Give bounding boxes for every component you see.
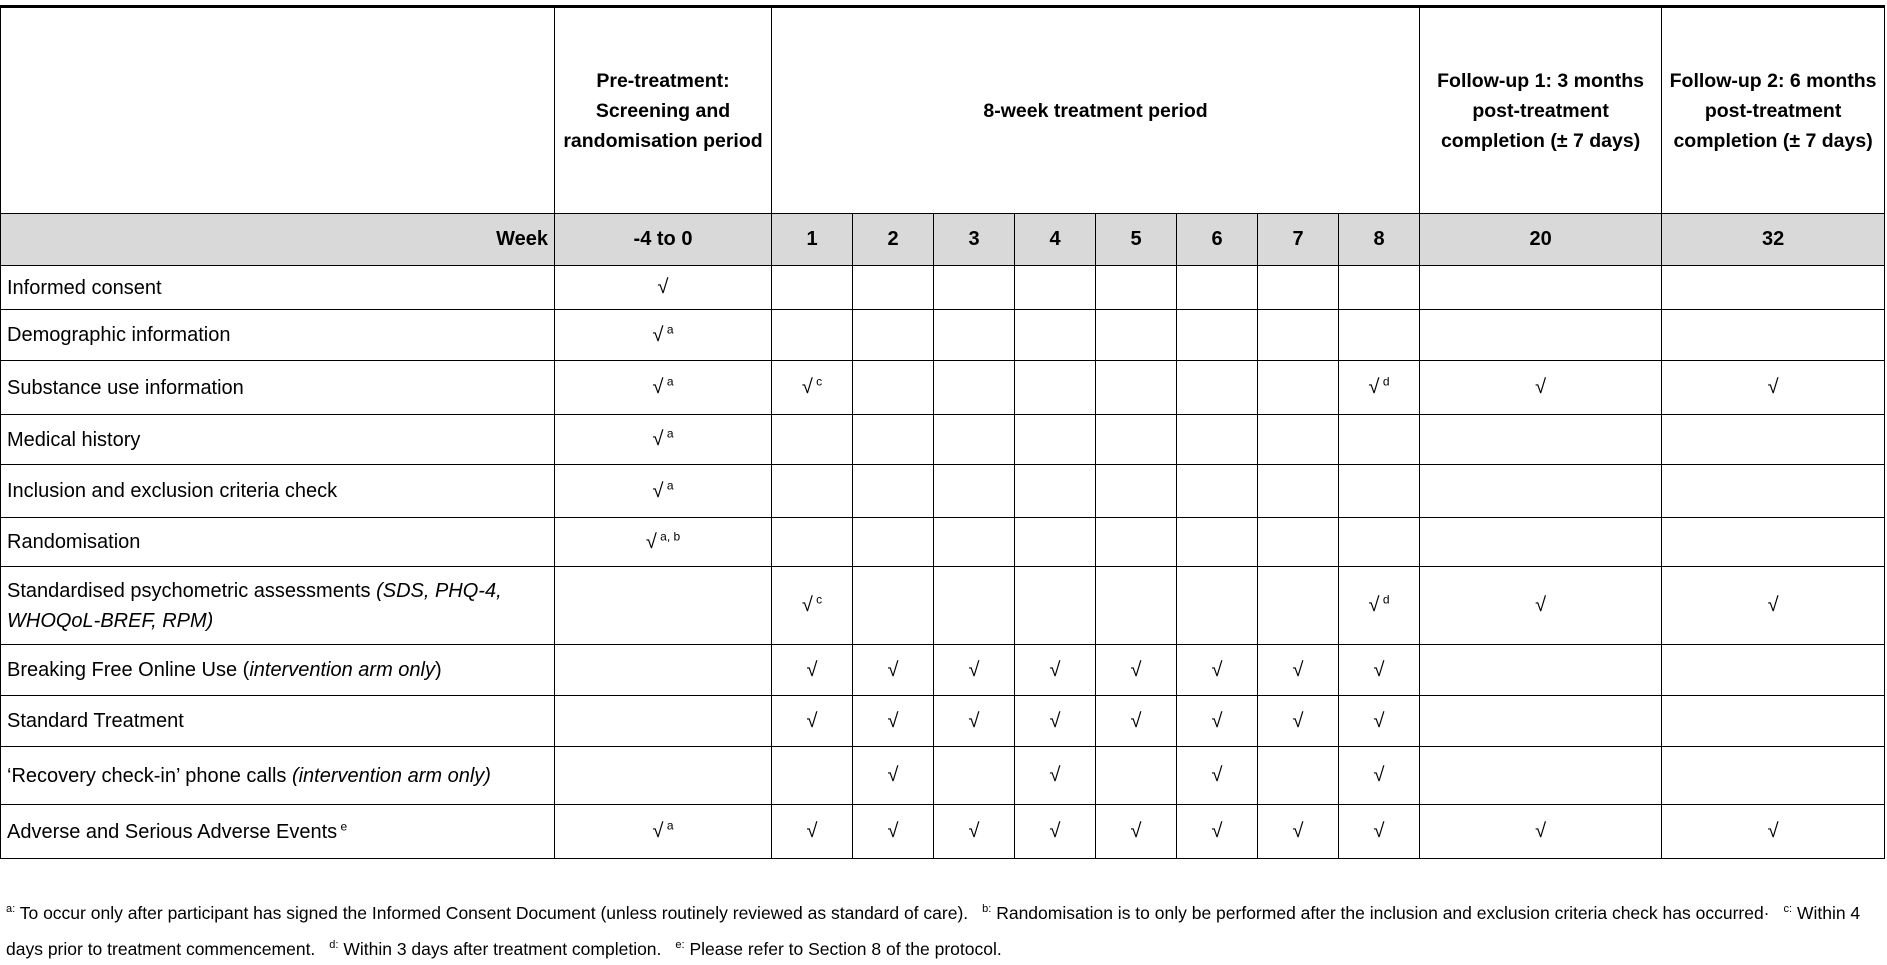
check-mark: √: [652, 479, 664, 502]
schedule-cell: [1096, 696, 1177, 747]
activity-suffix: ): [434, 659, 442, 681]
schedule-cell: [934, 415, 1015, 465]
schedule-cell: [1177, 266, 1258, 310]
check-mark: √: [1292, 709, 1304, 732]
schedule-cell: [1420, 696, 1662, 747]
activity-label: [1, 415, 555, 465]
schedule-cell: [1096, 567, 1177, 645]
schedule-cell: [555, 465, 772, 518]
table-row: [1, 361, 1885, 415]
schedule-cell: [1015, 465, 1096, 518]
schedule-cell: [555, 266, 772, 310]
check-mark: √: [1211, 709, 1223, 732]
schedule-cell: [1258, 567, 1339, 645]
schedule-cell: [1258, 518, 1339, 567]
footnote-marker: c: [812, 592, 823, 607]
schedule-cell: [934, 696, 1015, 747]
week-cell: 4: [1015, 214, 1096, 266]
schedule-cell: [1096, 266, 1177, 310]
schedule-cell: [934, 518, 1015, 567]
schedule-cell: [853, 645, 934, 696]
check-mark: √: [1049, 820, 1061, 842]
footnote-marker: a, b: [656, 528, 681, 543]
schedule-cell: [772, 567, 853, 645]
check-mark: √: [1368, 376, 1380, 398]
schedule-cell: [1420, 310, 1662, 361]
week-label: Week: [1, 214, 555, 266]
week-cell: 2: [853, 214, 934, 266]
week-cell: 20: [1420, 214, 1662, 266]
schedule-cell: [853, 361, 934, 415]
activity-label: [1, 361, 555, 415]
activity-text: Standardised psychometric assessments: [7, 579, 377, 602]
activity-label: [1, 645, 555, 696]
schedule-cell: [934, 805, 1015, 859]
schedule-cell: [772, 645, 853, 696]
check-mark: √: [652, 376, 664, 398]
schedule-cell: [1258, 747, 1339, 805]
footnote-item: [329, 939, 661, 959]
schedule-cell: [1339, 465, 1420, 518]
check-mark: √: [1049, 764, 1061, 786]
activity-label: [1, 805, 555, 859]
schedule-cell: [934, 310, 1015, 361]
schedule-cell: [1177, 747, 1258, 805]
check-mark: √: [1373, 658, 1385, 681]
check-mark: √: [652, 820, 664, 842]
schedule-cell: [1662, 266, 1885, 310]
schedule-cell: [555, 518, 772, 567]
schedule-cell: [1096, 361, 1177, 415]
activity-label: [1, 518, 555, 567]
schedule-cell: [853, 266, 934, 310]
check-mark: √: [968, 658, 980, 681]
schedule-cell: [1015, 518, 1096, 567]
schedule-cell: [1420, 415, 1662, 465]
check-mark: √: [1373, 709, 1385, 732]
schedule-cell: [1662, 567, 1885, 645]
check-mark: √: [1535, 594, 1547, 616]
check-mark: √: [1211, 764, 1223, 786]
schedule-cell: [1339, 567, 1420, 645]
activity-text: Randomisation: [7, 531, 141, 553]
week-cell: 5: [1096, 214, 1177, 266]
footnote-item: [6, 903, 968, 923]
schedule-cell: [1015, 747, 1096, 805]
check-mark: √: [1767, 376, 1779, 398]
schedule-cell: [1177, 518, 1258, 567]
footnote-item: [675, 939, 1001, 959]
schedule-cell: [555, 361, 772, 415]
schedule-cell: [1662, 805, 1885, 859]
schedule-cell: [1177, 415, 1258, 465]
schedule-cell: [1096, 645, 1177, 696]
schedule-cell: [934, 567, 1015, 645]
table-row: [1, 310, 1885, 361]
table-row: [1, 567, 1885, 645]
footnote-marker: e:: [675, 938, 685, 951]
footnote-marker: e: [337, 818, 348, 833]
check-mark: √: [652, 428, 664, 450]
table-row: [1, 266, 1885, 310]
schedule-of-assessments-table: [0, 5, 1885, 859]
check-mark: √: [806, 658, 818, 681]
schedule-cell: [1662, 696, 1885, 747]
check-mark: √: [1211, 658, 1223, 681]
activity-label: [1, 696, 555, 747]
schedule-cell: [1258, 696, 1339, 747]
footnote-marker: a: [663, 321, 674, 336]
schedule-cell: [1015, 567, 1096, 645]
check-mark: √: [1130, 658, 1142, 681]
activity-label: [1, 567, 555, 645]
table-row: [1, 415, 1885, 465]
week-cell: 8: [1339, 214, 1420, 266]
schedule-cell: [1015, 696, 1096, 747]
check-mark: √: [1292, 820, 1304, 842]
check-mark: √: [887, 820, 899, 842]
schedule-cell: [853, 696, 934, 747]
check-mark: √: [1130, 820, 1142, 842]
footnote-marker: b:: [982, 903, 992, 915]
schedule-cell: [772, 266, 853, 310]
check-mark: √: [968, 709, 980, 732]
schedule-cell: [934, 747, 1015, 805]
check-mark: √: [1535, 820, 1547, 842]
check-mark: √: [1767, 594, 1779, 616]
schedule-cell: [1258, 465, 1339, 518]
schedule-cell: [934, 465, 1015, 518]
schedule-cell: [853, 518, 934, 567]
schedule-cell: [555, 805, 772, 859]
footnote-marker: d:: [329, 938, 339, 951]
check-mark: √: [1767, 820, 1779, 842]
activity-text: Medical history: [7, 428, 141, 451]
schedule-cell: [1177, 361, 1258, 415]
week-cell: 32: [1662, 214, 1885, 266]
check-mark: √: [1292, 658, 1304, 681]
check-mark: √: [1130, 709, 1142, 732]
schedule-cell: [772, 310, 853, 361]
schedule-cell: [1339, 805, 1420, 859]
schedule-cell: [1662, 415, 1885, 465]
schedule-cell: [1177, 696, 1258, 747]
schedule-cell: [853, 465, 934, 518]
schedule-cell: [1015, 805, 1096, 859]
activity-label: [1, 310, 555, 361]
check-mark: √: [1049, 709, 1061, 732]
check-mark: √: [968, 820, 980, 842]
schedule-cell: [1096, 518, 1177, 567]
footnote-marker: a: [663, 426, 674, 441]
schedule-cell: [1420, 747, 1662, 805]
week-cell: 6: [1177, 214, 1258, 266]
schedule-cell: [853, 567, 934, 645]
schedule-cell: [1339, 696, 1420, 747]
activity-text: Substance use information: [7, 376, 244, 399]
schedule-cell: [1339, 747, 1420, 805]
schedule-cell: [1177, 805, 1258, 859]
check-mark: √: [645, 530, 657, 553]
activity-text: ‘Recovery check-in’ phone calls: [7, 764, 292, 787]
activity-text: Adverse and Serious Adverse Events: [7, 820, 338, 843]
footnote-text: Within 4 days prior to treatment commencement.: [6, 902, 1861, 959]
check-mark: √: [801, 594, 813, 616]
schedule-cell: [934, 361, 1015, 415]
activity-text: Standard Treatment: [7, 710, 184, 732]
footnote-marker: d: [1379, 592, 1390, 607]
schedule-cell: [555, 310, 772, 361]
schedule-cell: [1096, 310, 1177, 361]
check-mark: √: [1535, 376, 1547, 398]
schedule-cell: [555, 747, 772, 805]
schedule-cell: [1177, 310, 1258, 361]
footnote-text: Within 3 days after treatment completion.: [338, 938, 662, 959]
table-row: [1, 696, 1885, 747]
schedule-cell: [1096, 747, 1177, 805]
footnote-marker: d: [1379, 374, 1390, 389]
schedule-cell: [555, 567, 772, 645]
schedule-cell: [1420, 518, 1662, 567]
table-row: [1, 805, 1885, 859]
schedule-cell: [1177, 465, 1258, 518]
activity-text: Demographic information: [7, 324, 231, 346]
schedule-cell: [1339, 415, 1420, 465]
check-mark: √: [1368, 594, 1380, 616]
table-row: [1, 645, 1885, 696]
schedule-cell: [1662, 361, 1885, 415]
schedule-cell: [1420, 266, 1662, 310]
check-mark: √: [1049, 658, 1061, 681]
schedule-cell: [772, 415, 853, 465]
week-cell: 1: [772, 214, 853, 266]
table-row: [1, 518, 1885, 567]
activity-label: [1, 747, 555, 805]
schedule-cell: [1420, 361, 1662, 415]
check-mark: √: [652, 323, 664, 346]
week-cell: 7: [1258, 214, 1339, 266]
check-mark: √: [1211, 820, 1223, 842]
table-row: [1, 465, 1885, 518]
schedule-cell: [1258, 645, 1339, 696]
corner-cell: [1, 7, 555, 214]
activity-italic-text: (intervention arm only): [291, 764, 491, 787]
schedule-cell: [1258, 310, 1339, 361]
schedule-cell: [1662, 645, 1885, 696]
schedule-cell: [1339, 266, 1420, 310]
activity-italic-text: (SDS, PHQ-4, WHOQoL-BREF, RPM): [7, 579, 502, 632]
footnote-marker: a: [663, 818, 674, 833]
schedule-cell: [1258, 415, 1339, 465]
check-mark: √: [887, 709, 899, 732]
schedule-cell: [555, 415, 772, 465]
footnote-text: To occur only after participant has signed the Informed Consent Document (unless routinely reviewed as standard of care).: [15, 902, 969, 923]
footnote-marker: a: [663, 374, 674, 389]
footnote-marker: a:: [6, 903, 16, 915]
table-row: [1, 747, 1885, 805]
schedule-cell: [1339, 645, 1420, 696]
schedule-cell: [555, 696, 772, 747]
schedule-cell: [1420, 645, 1662, 696]
activity-text: Breaking Free Online Use (: [7, 659, 250, 681]
check-mark: √: [657, 276, 669, 298]
check-mark: √: [1373, 764, 1385, 786]
schedule-cell: [1258, 361, 1339, 415]
schedule-cell: [772, 518, 853, 567]
schedule-cell: [1096, 465, 1177, 518]
schedule-cell: [1662, 518, 1885, 567]
schedule-cell: [853, 805, 934, 859]
schedule-cell: [1420, 805, 1662, 859]
check-mark: √: [887, 658, 899, 681]
schedule-cell: [1096, 805, 1177, 859]
schedule-cell: [1258, 805, 1339, 859]
week-cell: -4 to 0: [555, 214, 772, 266]
activity-label: [1, 266, 555, 310]
treatment-period-header: 8-week treatment period: [772, 7, 1420, 214]
schedule-cell: [1015, 361, 1096, 415]
schedule-cell: [934, 645, 1015, 696]
schedule-cell: [1015, 415, 1096, 465]
check-mark: √: [887, 764, 899, 786]
schedule-cell: [1420, 465, 1662, 518]
schedule-cell: [1339, 361, 1420, 415]
activity-text: Informed consent: [7, 276, 162, 299]
activity-label: [1, 465, 555, 518]
check-mark: √: [806, 709, 818, 732]
schedule-cell: [1420, 567, 1662, 645]
schedule-cell: [1177, 567, 1258, 645]
schedule-cell: [1258, 266, 1339, 310]
schedule-cell: [1015, 266, 1096, 310]
check-mark: √: [1373, 820, 1385, 842]
schedule-cell: [555, 645, 772, 696]
schedule-cell: [772, 696, 853, 747]
footnote-marker: c:: [1783, 903, 1793, 915]
activity-text: Inclusion and exclusion criteria check: [7, 480, 338, 502]
schedule-cell: [1662, 747, 1885, 805]
schedule-cell: [1015, 310, 1096, 361]
followup1-header: Follow-up 1: 3 months post-treatment completion (± 7 days): [1420, 7, 1662, 214]
period-header-row: [1, 7, 1885, 214]
check-mark: √: [801, 376, 813, 398]
followup2-header: Follow-up 2: 6 months post-treatment completion (± 7 days): [1662, 7, 1885, 214]
footnote-text: Randomisation is to only be performed after the inclusion and exclusion criteria check has occurred·: [991, 902, 1770, 923]
schedule-cell: [853, 415, 934, 465]
schedule-cell: [1339, 518, 1420, 567]
schedule-cell: [772, 361, 853, 415]
schedule-cell: [1339, 310, 1420, 361]
schedule-cell: [1662, 465, 1885, 518]
week-row: [1, 214, 1885, 266]
schedule-cell: [772, 747, 853, 805]
activity-italic-text: intervention arm only: [249, 659, 435, 681]
schedule-cell: [853, 310, 934, 361]
schedule-cell: [1177, 645, 1258, 696]
schedule-cell: [772, 805, 853, 859]
footnotes: [6, 893, 1876, 965]
schedule-cell: [772, 465, 853, 518]
week-cell: 3: [934, 214, 1015, 266]
schedule-cell: [1015, 645, 1096, 696]
schedule-cell: [934, 266, 1015, 310]
footnote-marker: c: [812, 374, 823, 389]
pretreatment-header: Pre-treatment: Screening and randomisation period: [555, 7, 772, 214]
footnote-marker: a: [663, 477, 674, 492]
footnote-text: Please refer to Section 8 of the protocol.: [684, 938, 1002, 959]
schedule-cell: [1662, 310, 1885, 361]
footnote-item: [982, 903, 1769, 923]
check-mark: √: [806, 820, 818, 842]
schedule-cell: [1096, 415, 1177, 465]
schedule-cell: [853, 747, 934, 805]
